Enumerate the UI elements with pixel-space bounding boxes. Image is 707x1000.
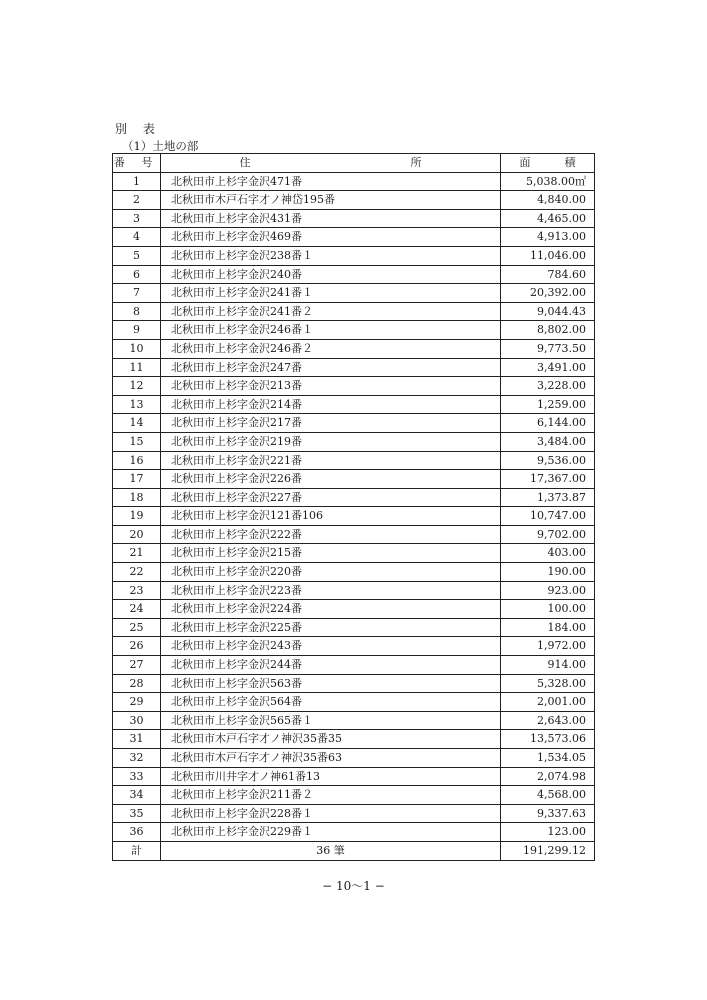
row-address: 北秋田市上杉字金沢246番２ <box>161 339 501 358</box>
table-row <box>113 656 595 675</box>
row-area: 4,913.00 <box>501 228 595 247</box>
header-address <box>161 154 501 173</box>
table-row <box>113 395 595 414</box>
row-address: 北秋田市上杉字金沢240番 <box>161 265 501 284</box>
row-area: 5,038.00㎡ <box>501 172 595 191</box>
row-number: 20 <box>113 525 161 544</box>
row-area: 3,484.00 <box>501 432 595 451</box>
row-address: 北秋田市上杉字金沢215番 <box>161 544 501 563</box>
row-number: 17 <box>113 470 161 489</box>
row-area: 17,367.00 <box>501 470 595 489</box>
table-row <box>113 674 595 693</box>
row-number: 16 <box>113 451 161 470</box>
row-area: 184.00 <box>501 618 595 637</box>
table-row <box>113 693 595 712</box>
row-address: 北秋田市上杉字金沢469番 <box>161 228 501 247</box>
row-number: 21 <box>113 544 161 563</box>
row-area: 1,373.87 <box>501 488 595 507</box>
row-address: 北秋田市上杉字金沢226番 <box>161 470 501 489</box>
row-address: 北秋田市上杉字金沢241番１ <box>161 284 501 303</box>
row-area: 403.00 <box>501 544 595 563</box>
row-number: 6 <box>113 265 161 284</box>
row-address: 北秋田市上杉字金沢241番２ <box>161 302 501 321</box>
row-area: 2,643.00 <box>501 711 595 730</box>
row-area: 4,568.00 <box>501 786 595 805</box>
row-number: 10 <box>113 339 161 358</box>
row-number: 13 <box>113 395 161 414</box>
row-area: 914.00 <box>501 656 595 675</box>
header-number: 番 号 <box>113 154 161 173</box>
row-area: 1,972.00 <box>501 637 595 656</box>
table-body <box>113 172 595 841</box>
row-number: 27 <box>113 656 161 675</box>
row-address: 北秋田市上杉字金沢214番 <box>161 395 501 414</box>
row-address: 北秋田市上杉字金沢243番 <box>161 637 501 656</box>
header-area-b: 積 <box>564 156 576 169</box>
row-number: 30 <box>113 711 161 730</box>
row-area: 4,465.00 <box>501 209 595 228</box>
table-row <box>113 507 595 526</box>
row-address: 北秋田市上杉字金沢227番 <box>161 488 501 507</box>
row-address: 北秋田市木戸石字才ノ神沢35番35 <box>161 730 501 749</box>
table-row <box>113 246 595 265</box>
row-area: 923.00 <box>501 581 595 600</box>
total-area: 191,299.12 <box>501 841 595 860</box>
row-number: 4 <box>113 228 161 247</box>
row-number: 34 <box>113 786 161 805</box>
table-row <box>113 358 595 377</box>
page-number: − 10〜1 − <box>322 879 385 893</box>
row-address: 北秋田市上杉字金沢564番 <box>161 693 501 712</box>
row-address: 北秋田市上杉字金沢225番 <box>161 618 501 637</box>
row-address: 北秋田市上杉字金沢211番２ <box>161 786 501 805</box>
table-row <box>113 525 595 544</box>
row-number: 18 <box>113 488 161 507</box>
table-row <box>113 767 595 786</box>
row-number: 36 <box>113 823 161 842</box>
row-number: 15 <box>113 432 161 451</box>
row-area: 9,702.00 <box>501 525 595 544</box>
row-address: 北秋田市上杉字金沢213番 <box>161 377 501 396</box>
table-row <box>113 618 595 637</box>
table-row <box>113 432 595 451</box>
table-row <box>113 730 595 749</box>
row-area: 190.00 <box>501 563 595 582</box>
row-address: 北秋田市上杉字金沢222番 <box>161 525 501 544</box>
row-number: 3 <box>113 209 161 228</box>
row-area: 3,228.00 <box>501 377 595 396</box>
row-address: 北秋田市上杉字金沢224番 <box>161 600 501 619</box>
table-row <box>113 637 595 656</box>
row-area: 1,259.00 <box>501 395 595 414</box>
row-number: 7 <box>113 284 161 303</box>
table-row <box>113 581 595 600</box>
header-area <box>501 154 595 173</box>
table-row <box>113 749 595 768</box>
row-area: 20,392.00 <box>501 284 595 303</box>
table-row <box>113 804 595 823</box>
row-area: 9,536.00 <box>501 451 595 470</box>
row-number: 12 <box>113 377 161 396</box>
row-address: 北秋田市木戸石字才ノ神沢35番63 <box>161 749 501 768</box>
row-number: 31 <box>113 730 161 749</box>
row-area: 123.00 <box>501 823 595 842</box>
row-area: 9,044.43 <box>501 302 595 321</box>
table-header-row <box>113 154 595 173</box>
row-number: 35 <box>113 804 161 823</box>
table-row <box>113 786 595 805</box>
row-area: 784.60 <box>501 265 595 284</box>
table-row <box>113 265 595 284</box>
row-area: 9,773.50 <box>501 339 595 358</box>
row-address: 北秋田市川井字才ノ神61番13 <box>161 767 501 786</box>
row-address: 北秋田市上杉字金沢221番 <box>161 451 501 470</box>
table-row <box>113 339 595 358</box>
row-address: 北秋田市上杉字金沢238番１ <box>161 246 501 265</box>
row-number: 1 <box>113 172 161 191</box>
table-row <box>113 563 595 582</box>
page-heading: 別 表 <box>115 122 161 136</box>
row-address: 北秋田市木戸石字才ノ神岱195番 <box>161 191 501 210</box>
row-address: 北秋田市上杉字金沢219番 <box>161 432 501 451</box>
row-number: 5 <box>113 246 161 265</box>
row-number: 9 <box>113 321 161 340</box>
row-number: 24 <box>113 600 161 619</box>
row-area: 11,046.00 <box>501 246 595 265</box>
row-address: 北秋田市上杉字金沢563番 <box>161 674 501 693</box>
total-count: 36 筆 <box>161 841 501 860</box>
row-address: 北秋田市上杉字金沢121番106 <box>161 507 501 526</box>
row-address: 北秋田市上杉字金沢431番 <box>161 209 501 228</box>
row-number: 19 <box>113 507 161 526</box>
row-area: 2,074.98 <box>501 767 595 786</box>
row-address: 北秋田市上杉字金沢247番 <box>161 358 501 377</box>
table-row <box>113 302 595 321</box>
row-address: 北秋田市上杉字金沢246番１ <box>161 321 501 340</box>
table-row <box>113 600 595 619</box>
header-address-a: 住 <box>239 156 251 169</box>
row-address: 北秋田市上杉字金沢228番１ <box>161 804 501 823</box>
row-address: 北秋田市上杉字金沢471番 <box>161 172 501 191</box>
row-number: 33 <box>113 767 161 786</box>
row-number: 25 <box>113 618 161 637</box>
table-row <box>113 172 595 191</box>
table-row <box>113 284 595 303</box>
section-subheading: （1）土地の部 <box>122 139 199 153</box>
row-address: 北秋田市上杉字金沢220番 <box>161 563 501 582</box>
row-number: 8 <box>113 302 161 321</box>
row-area: 10,747.00 <box>501 507 595 526</box>
header-address-b: 所 <box>410 156 422 169</box>
row-address: 北秋田市上杉字金沢229番１ <box>161 823 501 842</box>
table-row <box>113 711 595 730</box>
row-area: 4,840.00 <box>501 191 595 210</box>
row-number: 22 <box>113 563 161 582</box>
table-row <box>113 191 595 210</box>
row-address: 北秋田市上杉字金沢565番１ <box>161 711 501 730</box>
row-number: 28 <box>113 674 161 693</box>
row-area: 5,328.00 <box>501 674 595 693</box>
row-area: 13,573.06 <box>501 730 595 749</box>
total-row <box>113 841 595 860</box>
row-area: 6,144.00 <box>501 414 595 433</box>
row-area: 8,802.00 <box>501 321 595 340</box>
land-table <box>112 153 595 861</box>
row-area: 2,001.00 <box>501 693 595 712</box>
row-number: 32 <box>113 749 161 768</box>
row-address: 北秋田市上杉字金沢217番 <box>161 414 501 433</box>
table-row <box>113 544 595 563</box>
row-number: 14 <box>113 414 161 433</box>
row-number: 23 <box>113 581 161 600</box>
row-area: 3,491.00 <box>501 358 595 377</box>
row-area: 9,337.63 <box>501 804 595 823</box>
row-number: 11 <box>113 358 161 377</box>
table-row <box>113 377 595 396</box>
row-number: 26 <box>113 637 161 656</box>
table-row <box>113 488 595 507</box>
row-area: 1,534.05 <box>501 749 595 768</box>
row-number: 29 <box>113 693 161 712</box>
table-row <box>113 209 595 228</box>
table-row <box>113 451 595 470</box>
table-row <box>113 321 595 340</box>
table-row <box>113 823 595 842</box>
row-address: 北秋田市上杉字金沢223番 <box>161 581 501 600</box>
table-row <box>113 228 595 247</box>
table-row <box>113 414 595 433</box>
row-area: 100.00 <box>501 600 595 619</box>
row-number: 2 <box>113 191 161 210</box>
total-label: 計 <box>113 841 161 860</box>
row-address: 北秋田市上杉字金沢244番 <box>161 656 501 675</box>
table-row <box>113 470 595 489</box>
header-area-a: 面 <box>519 156 531 169</box>
